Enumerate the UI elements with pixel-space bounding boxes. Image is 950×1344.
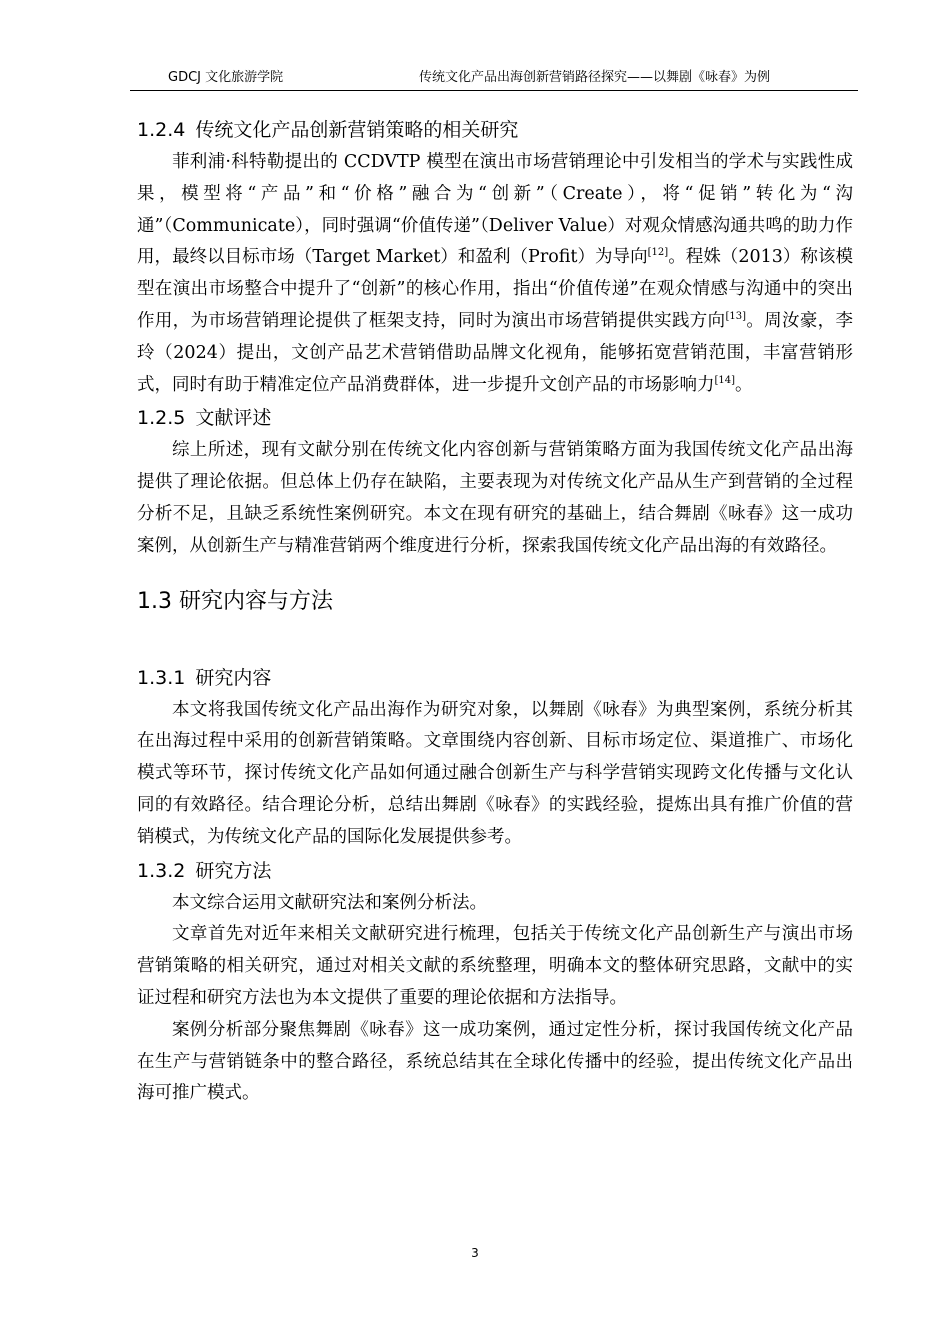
section-1-3-1-heading — [137, 661, 853, 695]
section-number: 1.2.5 — [137, 407, 186, 430]
section-1-2-4-heading — [137, 113, 853, 147]
citation: [14] — [714, 374, 736, 386]
citation: [12] — [647, 247, 669, 259]
section-title: 传统文化产品创新营销策略的相关研究 — [195, 119, 519, 141]
citation: [13] — [725, 310, 747, 322]
header-institution: GDCJ 文化旅游学院 — [168, 70, 284, 85]
text-run: 。程姝（2013）称该模型在演出市场整合中提升了“创新”的核心作用，指出“价值传递”在观众情感与沟通中的突出作用，为市场营销理论提供了框架支持，同时为演出市场营销提供实践方向 — [137, 247, 854, 331]
section-number: 1.3.2 — [137, 859, 186, 882]
section-1-2-5-heading — [137, 401, 853, 435]
section-1-3-2-heading — [137, 854, 853, 888]
paragraph: 文章首先对近年来相关文献研究进行梳理，包括关于传统文化产品创新生产与演出市场营销策略的相关研究，通过对相关文献的系统整理，明确本文的整体研究思路，文献中的实证过程和研究方法也为本文提供了重要的理论依据和方法指导。 — [137, 924, 853, 1008]
text-run: 菲利浦·科特勒提出的 CCDVTP 模型在演出市场营销理论中引发相当的学术与实践性成果，模型将“产品”和“价格”融合为“创新”（Create），将“促销”转化为“沟通”（Communicate），同时强调“价值传递”（Deliver Value）对观众情感沟通共鸣的助力作用，最终以目标市场（Target Market）和盈利（Profit）为导向 — [137, 152, 853, 268]
page-number: 3 — [471, 1246, 479, 1260]
paragraph: 本文将我国传统文化产品出海作为研究对象，以舞剧《咏春》为典型案例，系统分析其在出海过程中采用的创新营销策略。文章围绕内容创新、目标市场定位、渠道推广、市场化模式等环节，探讨传统文化产品如何通过融合创新生产与科学营销实现跨文化传播与文化认同的有效路径。结合理论分析，总结出舞剧《咏春》的实践经验，提炼出具有推广价值的营销模式，为传统文化产品的国际化发展提供参考。 — [137, 699, 853, 847]
paragraph — [137, 147, 853, 401]
paragraph: 案例分析部分聚焦舞剧《咏春》这一成功案例，通过定性分析，探讨我国传统文化产品在生产与营销链条中的整合路径，系统总结其在全球化传播中的经验，提出传统文化产品出海可推广模式。 — [137, 1019, 853, 1104]
page-header — [130, 70, 858, 91]
paragraph: 综上所述，现有文献分别在传统文化内容创新与营销策略方面为我国传统文化产品出海提供了理论依据。但总体上仍存在缺陷，主要表现为对传统文化产品从生产到营销的全过程分析不足，且缺乏系统性案例研究。本文在现有研究的基础上，结合舞剧《咏春》这一成功案例，从创新生产与精准营销两个维度进行分析，探索我国传统文化产品出海的有效路径。 — [137, 440, 853, 556]
section-number: 1.2.4 — [137, 119, 186, 141]
section-title: 研究内容与方法 — [179, 588, 334, 614]
paragraph: 本文综合运用文献研究法和案例分析法。 — [172, 892, 487, 913]
header-paper-title: 传统文化产品出海创新营销路径探究——以舞剧《咏春》为例 — [418, 70, 770, 85]
section-number: 1.3.1 — [137, 666, 186, 689]
section-number: 1.3 — [137, 588, 172, 614]
section-title: 文献评述 — [195, 407, 272, 430]
section-title: 研究方法 — [195, 859, 272, 882]
section-title: 研究内容 — [195, 666, 272, 689]
section-1-3-heading — [137, 587, 853, 617]
page-body — [137, 113, 853, 1110]
text-run: 。 — [735, 374, 753, 395]
text-run: 。周汝豪，李玲（2024）提出，文创产品艺术营销借助品牌文化视角，能够拓宽营销范围，丰富营销形式，同时有助于精准定位产品消费群体，进一步提升文创产品的市场影响力 — [137, 310, 854, 395]
